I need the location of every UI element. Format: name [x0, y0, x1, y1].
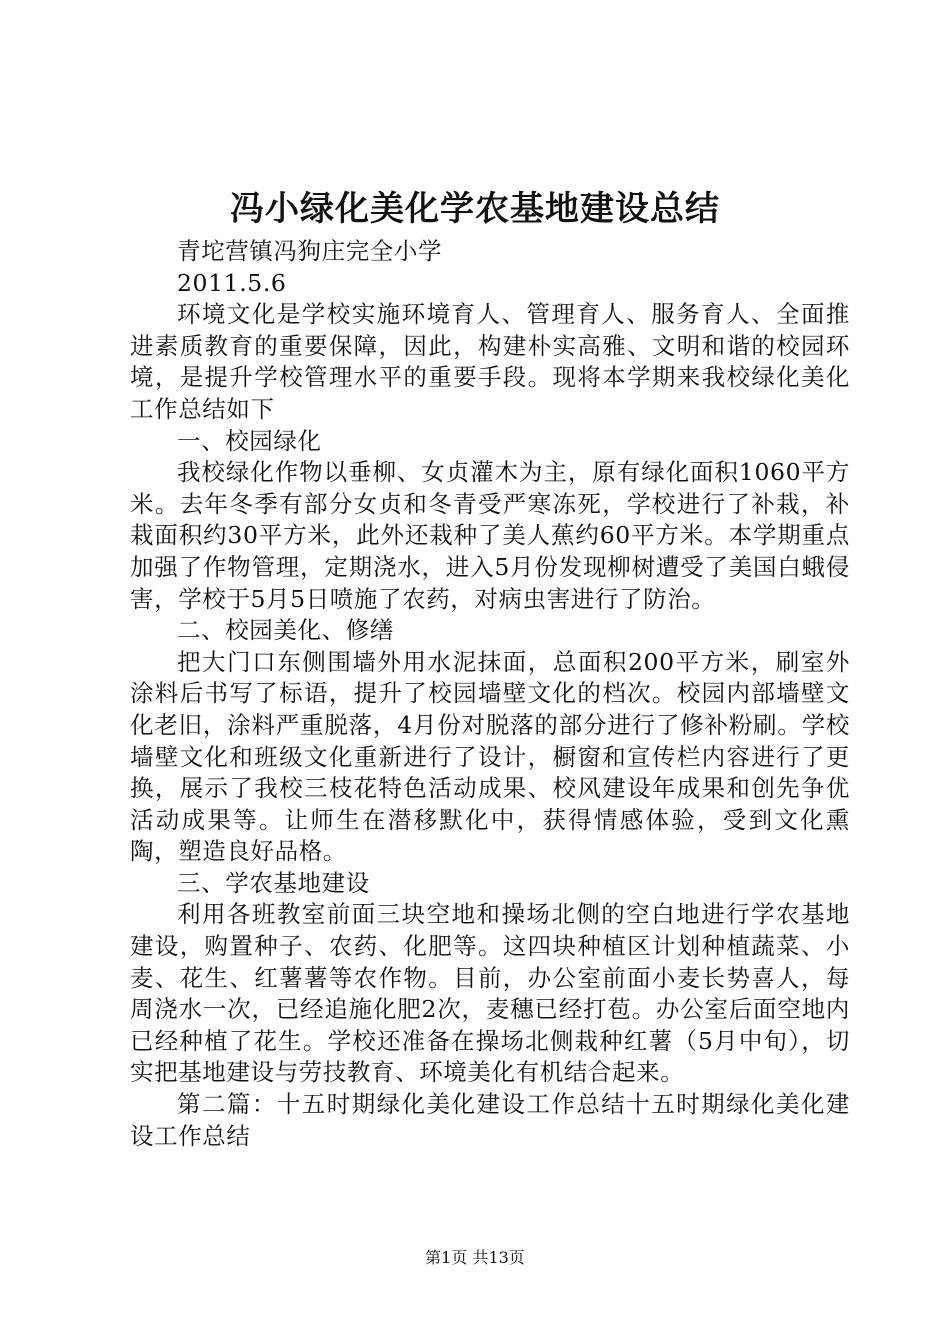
document-date: 2011.5.6: [177, 268, 287, 297]
school-name: 青坨营镇冯狗庄完全小学: [177, 237, 443, 265]
beautification-paragraph: 把大门口东侧围墙外用水泥抹面，总面积200平方米，刷室外涂料后书写了标语，提升了校园墙壁文化的档次。校园内部墙壁文化老旧，涂料严重脱落，4月份对脱落的部分进行了修补粉刷。学校墙壁文化和班级文化重新进行了设计，橱窗和宣传栏内容进行了更换，展示了我校三枝花特色活动成果、校风建设年成果和创先争优活动成果等。让师生在潜移默化中，获得情感体验，受到文化熏陶，塑造良好品格。: [130, 647, 850, 866]
greening-paragraph: 我校绿化作物以垂柳、女贞灌木为主，原有绿化面积1060平方米。去年冬季有部分女贞和冬青受严寒冻死，学校进行了补栽，补栽面积约30平方米，此外还栽种了美人蕉约60平方米。本学期重点加强了作物管理，定期浇水，进入5月份发现柳树遭受了美国白蛾侵害，学校于5月5日喷施了农药，对病虫害进行了防治。: [130, 458, 850, 613]
section-heading-farm-base: 三、学农基地建设: [177, 868, 370, 897]
document-body: [130, 236, 850, 1152]
farm-base-paragraph: 利用各班教室前面三块空地和操场北侧的空白地进行学农基地建设，购置种子、农药、化肥等。这四块种植区计划种植蔬菜、小麦、花生、红薯薯等农作物。目前，办公室前面小麦长势喜人，每周浇水一次，已经追施化肥2次，麦穗已经打苞。办公室后面空地内已经种植了花生。学校还准备在操场北侧栽种红薯（5月中旬），切实把基地建设与劳技教育、环境美化有机结合起来。: [130, 900, 850, 1087]
section-heading-beautification: 二、校园美化、修缮: [177, 616, 394, 645]
intro-paragraph: 环境文化是学校实施环境育人、管理育人、服务育人、全面推进素质教育的重要保障，因此，构建朴实高雅、文明和谐的校园环境，是提升学校管理水平的重要手段。现将本学期来我校绿化美化工作总结如下: [130, 300, 850, 423]
page-footer: 第1页 共13页: [425, 1248, 525, 1267]
second-article-title: 第二篇：十五时期绿化美化建设工作总结十五时期绿化美化建设工作总结: [130, 1090, 850, 1150]
document-title: 冯小绿化美化学农基地建设总结: [230, 189, 720, 229]
section-heading-greening: 一、校园绿化: [177, 426, 322, 455]
